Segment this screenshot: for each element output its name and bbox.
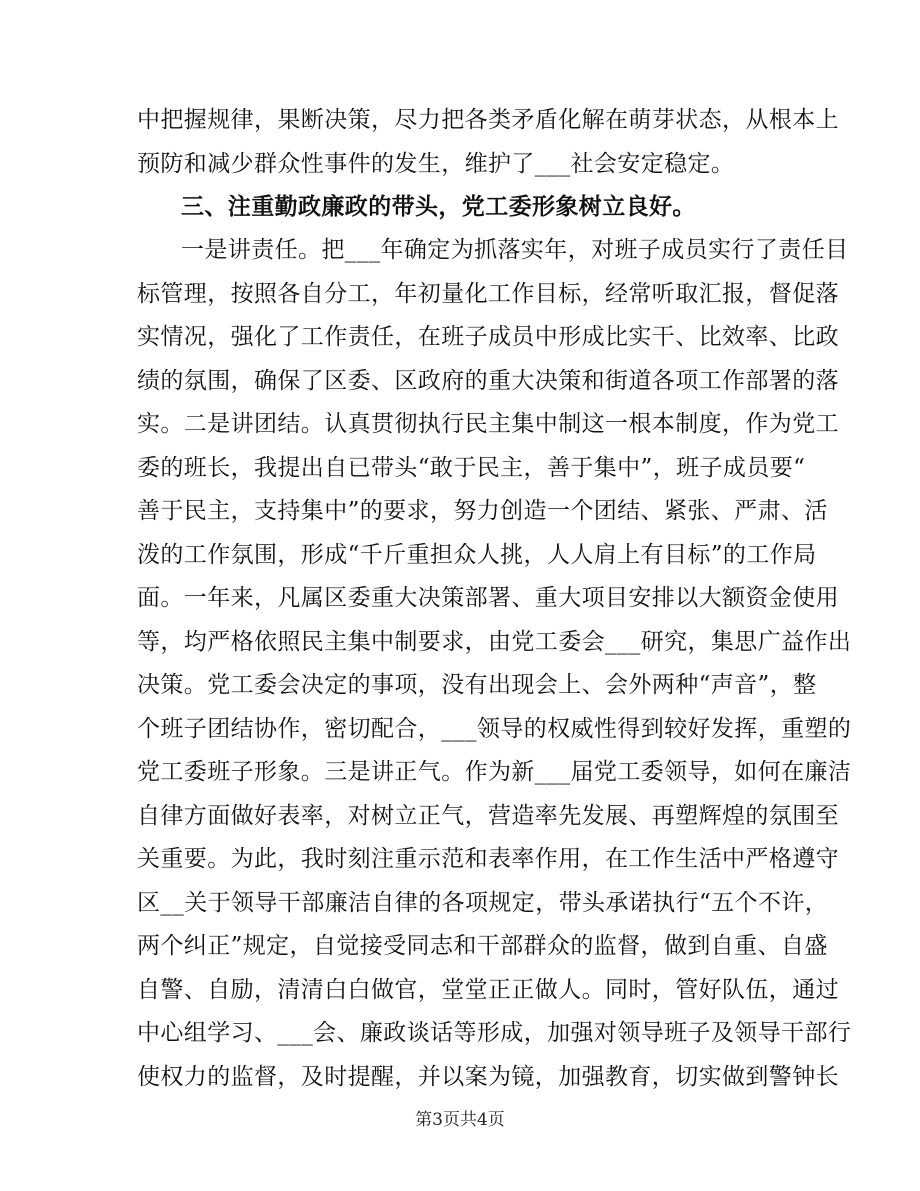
text-line: 等，均严格依照民主集中制要求，由党工委会___研究，集思广益作出 [137, 629, 852, 655]
text-line: 决策。党工委会决定的事项，没有出现会上、会外两种“声音”，整 [137, 672, 817, 698]
text-line: 实情况，强化了工作责任，在班子成员中形成比实干、比效率、比政 [137, 324, 839, 350]
text-line: 党工委班子形象。三是讲正气。作为新___届党工委领导，如何在廉洁 [137, 759, 852, 785]
text-line: 关重要。为此，我时刻注重示范和表率作用，在工作生活中严格遵守 [137, 846, 839, 872]
paragraph-first-line: 一是讲责任。把___年确定为抓落实年，对班子成员实行了责任目 [181, 237, 849, 263]
text-line: 预防和减少群众性事件的发生，维护了___社会安定稳定。 [137, 151, 735, 177]
text-line: 自律方面做好表率，对树立正气，营造率先发展、再塑辉煌的氛围至 [137, 803, 839, 829]
text-line: 实。二是讲团结。认真贯彻执行民主集中制这一根本制度，作为党工 [137, 411, 839, 437]
text-line: 区__关于领导干部廉洁自律的各项规定，带头承诺执行“五个不许， [137, 890, 829, 916]
page-number-footer: 第3页共4页 [415, 1110, 505, 1130]
text-line: 委的班长，我提出自已带头“敢于民主，善于集中”，班子成员要“ [137, 455, 806, 481]
section-heading: 三、注重勤政廉政的带头，党工委形象树立良好。 [181, 193, 696, 220]
text-line: 中把握规律，果断决策，尽力把各类矛盾化解在萌芽状态，从根本上 [137, 107, 839, 133]
text-line: 绩的氛围，确保了区委、区政府的重大决策和街道各项工作部署的落 [137, 368, 839, 394]
text-line: 个班子团结协作，密切配合，___领导的权威性得到较好发挥，重塑的 [137, 716, 852, 742]
text-line: 两个纠正”规定，自觉接受同志和干部群众的监督，做到自重、自盛 [137, 933, 828, 959]
text-line: 自警、自励，清清白白做官，堂堂正正做人。同时，管好队伍，通过 [137, 977, 839, 1003]
text-line: 使权力的监督，及时提醒，并以案为镜，加强教育，切实做到警钟长 [137, 1064, 839, 1090]
text-line: 泼的工作氛围，形成“千斤重担众人挑，人人肩上有目标”的工作局 [137, 542, 817, 568]
text-line: 善于民主，支持集中”的要求，努力创造一个团结、紧张、严肃、活 [137, 498, 828, 524]
text-line: 标管理，按照各自分工，年初量化工作目标，经常听取汇报，督促落 [137, 281, 839, 307]
text-line: 面。一年来，凡属区委重大决策部署、重大项目安排以大额资金使用 [137, 585, 839, 611]
text-line: 中心组学习、___会、廉政谈话等形成，加强对领导班子及领导干部行 [137, 1020, 852, 1046]
